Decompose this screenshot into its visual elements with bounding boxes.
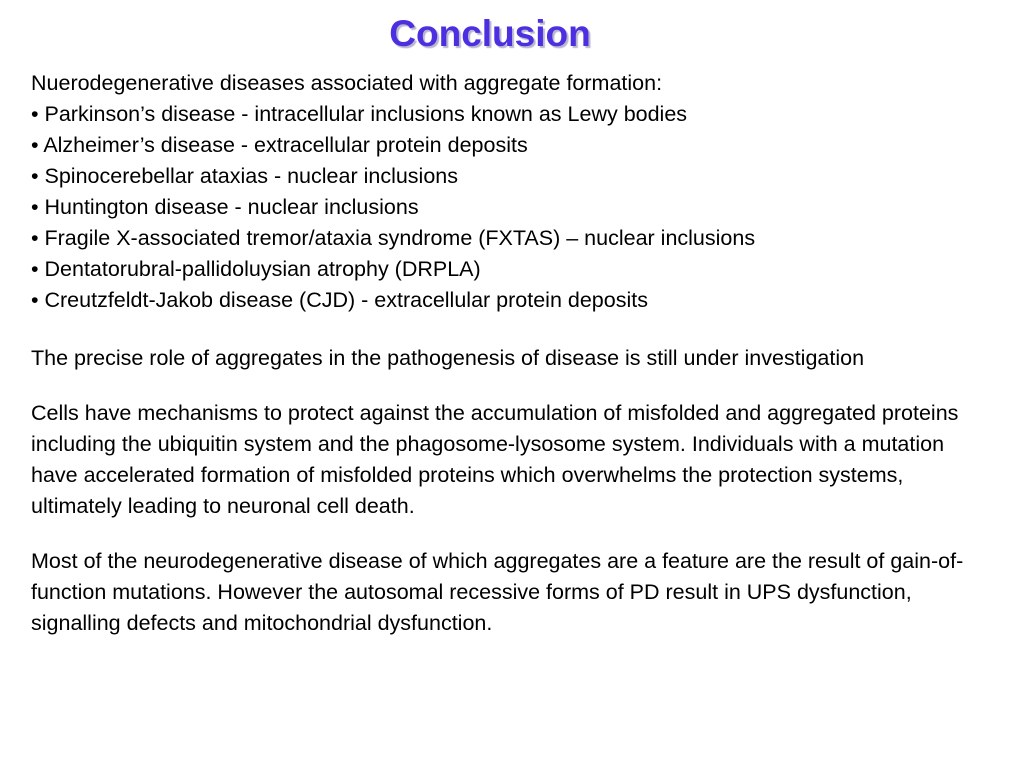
bullet-item-drpla: • Dentatorubral-pallidoluysian atrophy (DRPLA) [31,257,481,281]
slide-title: Conclusion [389,13,591,54]
bullet-item-alzheimers: • Alzheimer’s disease - extracellular protein deposits [31,133,528,157]
paragraph-cell-mechanisms: Cells have mechanisms to protect against the accumulation of misfolded and aggregated proteins including the ubiquitin system and the phagosome-lysosome system. Individuals with a mutation have accelerated formation of misfolded proteins which overwhelms the protection systems, ultimately leading to neuronal cell death. [31,401,959,518]
bullet-item-parkinsons: • Parkinson’s disease - intracellular inclusions known as Lewy bodies [31,102,688,126]
bullet-item-cjd: • Creutzfeldt-Jakob disease (CJD) - extracellular protein deposits [31,288,648,312]
bullet-item-fxtas: • Fragile X-associated tremor/ataxia syndrome (FXTAS) – nuclear inclusions [31,226,756,250]
disease-bullet-list [31,99,991,316]
intro-text: Nuerodegenerative diseases associated with aggregate formation: [31,71,663,95]
paragraph-aggregate-role: The precise role of aggregates in the pathogenesis of disease is still under investigation [31,346,865,370]
paragraph-gain-of-function: Most of the neurodegenerative disease of which aggregates are a feature are the result of gain-of-function mutations. However the autosomal recessive forms of PD result in UPS dysfunction, signalling defects and mitochondrial dysfunction. [31,549,964,635]
bullet-item-spinocerebellar: • Spinocerebellar ataxias - nuclear inclusions [31,164,458,188]
bullet-item-huntington: • Huntington disease - nuclear inclusions [31,195,419,219]
slide-body [31,68,991,639]
